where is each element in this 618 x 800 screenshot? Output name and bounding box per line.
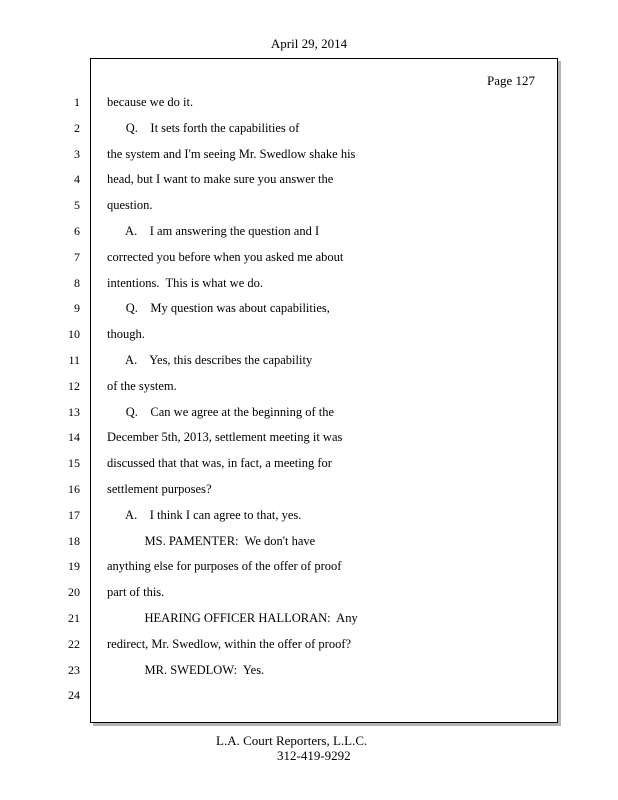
line-number: 23 [68,663,80,677]
line-number: 9 [74,301,80,315]
line-number: 7 [74,250,80,264]
line-text: HEARING OFFICER HALLORAN: Any [107,611,358,625]
line-number: 4 [74,172,80,186]
footer-phone: 312-419-9292 [277,748,351,763]
line-number: 16 [68,482,80,496]
line-text: December 5th, 2013, settlement meeting it was [107,430,343,444]
line-number: 1 [74,95,80,109]
footer-company: L.A. Court Reporters, L.L.C. [216,733,368,748]
line-number: 2 [74,121,80,135]
line-number: 8 [74,276,80,290]
line-number: 17 [68,508,80,522]
line-text: because we do it. [107,95,194,109]
line-text: MS. PAMENTER: We don't have [107,534,316,548]
line-text: redirect, Mr. Swedlow, within the offer of proof? [107,637,352,651]
line-text: A. I am answering the question and I [107,224,320,238]
line-number: 14 [68,430,80,444]
line-number: 12 [68,379,80,393]
line-text: Q. It sets forth the capabilities of [107,121,300,135]
line-text: anything else for purposes of the offer of proof [107,559,342,573]
line-number: 11 [68,353,80,367]
line-text: head, but I want to make sure you answer the [107,172,334,186]
line-number: 19 [68,559,80,573]
line-number: 6 [74,224,80,238]
line-number: 5 [74,198,80,212]
line-number: 13 [68,405,80,419]
line-number: 18 [68,534,80,548]
page-number: Page 127 [486,73,535,88]
line-text: settlement purposes? [107,482,212,496]
line-text: discussed that that was, in fact, a meeting for [107,456,332,470]
line-text: corrected you before when you asked me about [107,250,344,264]
header-date: April 29, 2014 [270,36,348,51]
line-text: A. I think I can agree to that, yes. [107,508,302,522]
line-number: 3 [74,147,80,161]
line-text: part of this. [107,585,165,599]
line-text: question. [107,198,153,212]
line-text: of the system. [107,379,177,393]
line-number: 22 [68,637,80,651]
line-text: A. Yes, this describes the capability [107,353,313,367]
line-text: Q. My question was about capabilities, [107,301,330,315]
line-number: 24 [68,688,80,702]
line-text: the system and I'm seeing Mr. Swedlow shake his [107,147,356,161]
line-text: though. [107,327,145,341]
line-number: 15 [68,456,80,470]
line-number: 20 [68,585,80,599]
line-number: 10 [68,327,80,341]
line-text: Q. Can we agree at the beginning of the [107,405,335,419]
line-text: MR. SWEDLOW: Yes. [107,663,265,677]
line-text: intentions. This is what we do. [107,276,264,290]
line-number: 21 [68,611,80,625]
